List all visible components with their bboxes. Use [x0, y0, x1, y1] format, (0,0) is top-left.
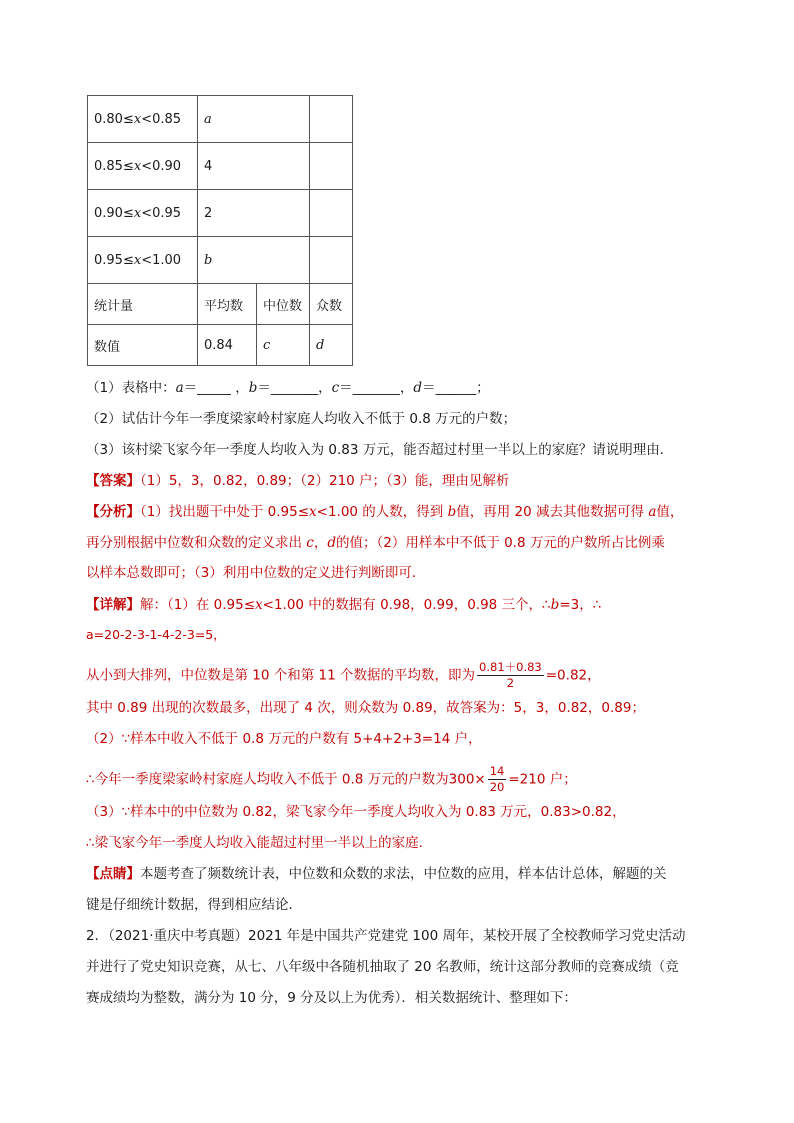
question-1: （1）表格中：a＝_____ ，b＝_______，c＝_______，d＝______；	[86, 380, 490, 396]
table-row	[88, 143, 353, 190]
stats-value-cell: d	[310, 325, 353, 366]
next-problem-line-3: 赛成绩均为整数，满分为 10 分，9 分及以上为优秀）．相关数据统计、整理如下：	[86, 990, 577, 1006]
stats-value-cell: 0.84	[198, 325, 257, 366]
analysis-line-2: 再分别根据中位数和众数的定义求出 c，d的值；（2）用样本中不低于 0.8 万元的户数所占比例乘	[86, 535, 665, 551]
next-problem-line-2: 并进行了党史知识竞赛，从七、八年级中各随机抽取了 20 名教师，统计这部分教师的竞赛成绩（竞	[86, 959, 679, 975]
comment-line-2: 键是仔细统计数据，得到相应结论．	[86, 897, 302, 913]
stats-header-cell: 中位数	[257, 284, 310, 325]
count-cell: 2	[198, 190, 310, 237]
range-cell: 0.80≤x<0.85	[88, 96, 198, 143]
fraction-median: $\frac{0.81+0.83}{2}$	[479, 660, 542, 690]
answer-label: 【答案】	[86, 473, 140, 489]
empty-cell	[310, 237, 353, 284]
table-row	[88, 284, 353, 325]
detail-line-5: （2）∵样本中收入不低于 0.8 万元的户数有 5+4+2+3=14 户，	[86, 731, 482, 747]
detail-line-4: 其中 0.89 出现的次数最多，出现了 4 次，则众数为 0.89，故答案为：5，3，0.82，0.89；	[86, 700, 645, 716]
stats-header-cell: 平均数	[198, 284, 257, 325]
count-cell: 4	[198, 143, 310, 190]
detail-line-6: ∴今年一季度梁家岭村家庭人均收入不低于 0.8 万元的户数为300× $\frac{14}{20}$ =210 户；	[86, 764, 577, 794]
detail-line-8: ∴梁飞家今年一季度人均收入能超过村里一半以上的家庭.	[86, 835, 423, 851]
stats-value-cell: c	[257, 325, 310, 366]
fraction-ratio: $\frac{14}{20}$	[489, 764, 505, 794]
range-cell: 0.90≤x<0.95	[88, 190, 198, 237]
answer-line: 【答案】（1）5，3，0.82，0.89；（2）210 户；（3）能，理由见解析	[86, 473, 510, 489]
analysis-line-1: 【分析】（1）找出题干中处于 0.95≤x<1.00 的人数，得到 b值，再用 20 减去其他数据可得 a值，	[86, 504, 684, 520]
detail-line-2: a=20-2-3-1-4-2-3=5，	[86, 627, 226, 642]
count-cell: b	[198, 237, 310, 284]
table-row	[88, 190, 353, 237]
analysis-line-3: 以样本总数即可；（3）利用中位数的定义进行判断即可．	[86, 565, 426, 581]
stats-value-cell: 数值	[88, 325, 198, 366]
stats-header-cell: 众数	[310, 284, 353, 325]
detail-line-1: 【详解】解：（1）在 0.95≤x<1.00 中的数据有 0.98，0.99，0.98 三个，∴b=3，∴	[86, 597, 602, 613]
table-row	[88, 237, 353, 284]
question-3: （3）该村梁飞家今年一季度人均收入为 0.83 万元，能否超过村里一半以上的家庭？请说明理由．	[86, 442, 674, 458]
range-cell: 0.85≤x<0.90	[88, 143, 198, 190]
detail-line-3: 从小到大排列，中位数是第 10 个和第 11 个数据的平均数，即为 $\frac{0.81+0.83}{2}$ =0.82，	[86, 660, 601, 690]
empty-cell	[310, 96, 353, 143]
empty-cell	[310, 143, 353, 190]
next-problem-line-1: 2．（2021·重庆中考真题）2021 年是中国共产党建党 100 周年，某校开展了全校教师学习党史活动	[86, 928, 686, 944]
frequency-table	[87, 95, 353, 366]
empty-cell	[310, 190, 353, 237]
table-row	[88, 96, 353, 143]
question-2: （2）试估计今年一季度梁家岭村家庭人均收入不低于 0.8 万元的户数；	[86, 411, 517, 427]
table-row	[88, 325, 353, 366]
count-cell: a	[198, 96, 310, 143]
detail-label: 【详解】	[86, 597, 140, 613]
detail-line-7: （3）∵样本中的中位数为 0.82，梁飞家今年一季度人均收入为 0.83 万元，0.83>0.82，	[86, 804, 626, 820]
comment-label: 【点睛】	[86, 866, 140, 882]
stats-header-cell: 统计量	[88, 284, 198, 325]
analysis-label: 【分析】	[86, 504, 140, 520]
comment-line-1: 【点睛】本题考查了频数统计表，中位数和众数的求法，中位数的应用，样本估计总体，解题的关	[86, 866, 667, 882]
range-cell: 0.95≤x<1.00	[88, 237, 198, 284]
